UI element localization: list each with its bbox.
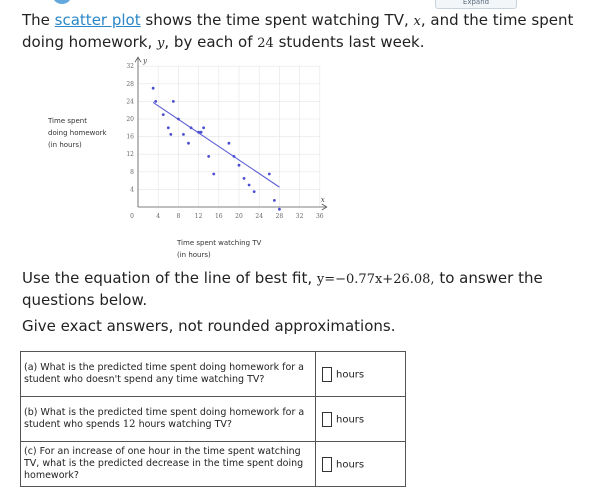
data-point	[190, 126, 193, 129]
x-tick-label: 8	[176, 213, 181, 220]
var-x: x	[413, 14, 421, 29]
questions-table	[20, 351, 406, 487]
y-tick-label: 20	[126, 116, 134, 123]
data-point	[243, 177, 246, 180]
y-tick-label: 24	[126, 98, 134, 106]
x-axis-title	[177, 237, 261, 261]
intro-text: shows the time spent watching TV,	[140, 11, 414, 29]
intro-text: The	[22, 11, 55, 29]
data-point	[154, 100, 157, 103]
scatter-plot-link[interactable]: scatter plot	[54, 11, 141, 29]
data-point	[268, 173, 271, 176]
exact-answers-note: Give exact answers, not rounded approximations.	[22, 317, 396, 335]
intro-text: , by each of	[164, 33, 258, 51]
data-point	[167, 126, 170, 129]
y-axis-var: y	[143, 57, 147, 66]
student-count: 24	[257, 36, 274, 51]
data-point	[182, 133, 185, 136]
data-point	[200, 131, 203, 134]
y-axis-title-line: (in hours)	[48, 141, 82, 149]
data-point	[278, 208, 281, 211]
question-text: (a) What is the predicted time spent doing homework for a student who doesn't spend any time watching TV?	[24, 362, 305, 385]
answer-a-input[interactable]	[322, 367, 332, 382]
x-tick-label: 36	[315, 213, 324, 220]
instructions	[22, 268, 607, 310]
data-point	[169, 133, 172, 136]
y-tick-label: 8	[130, 168, 134, 176]
scatter-plot	[110, 55, 325, 230]
question-row	[21, 397, 406, 442]
y-tick-label: 32	[126, 63, 134, 71]
best-fit-line	[153, 102, 279, 187]
question-number: 12	[122, 419, 136, 430]
question-a-answer	[316, 352, 406, 397]
var-y: y	[157, 36, 165, 51]
y-tick-label: 12	[126, 151, 134, 159]
x-tick-label: 24	[255, 213, 264, 220]
answer-b-input[interactable]	[322, 412, 332, 427]
x-tick-label: 4	[156, 213, 161, 220]
question-a-text	[21, 352, 316, 397]
data-point	[273, 199, 276, 202]
data-point	[202, 126, 205, 129]
x-axis-title-line: Time spent watching TV	[177, 239, 262, 247]
instructions-text: Use the equation of the line of best fit,	[22, 269, 317, 287]
x-tick-label: 20	[235, 213, 243, 220]
y-axis-title	[48, 115, 107, 151]
y-axis-title-line: Time spent	[48, 117, 87, 125]
unit-label: hours	[336, 369, 365, 380]
x-tick-label: 12	[194, 213, 203, 220]
question-b-text	[21, 397, 316, 442]
x-axis-var: x	[320, 196, 325, 204]
question-row	[21, 352, 406, 397]
data-point	[177, 118, 180, 121]
data-point	[207, 155, 210, 158]
instructions-text: to answer the questions below.	[22, 269, 543, 309]
data-point	[248, 184, 251, 187]
data-point	[253, 190, 256, 193]
data-point	[212, 173, 215, 176]
question-c-text	[21, 442, 316, 487]
intro-text: students last week.	[273, 33, 425, 51]
question-text: (c) For an increase of one hour in the time spent watching TV, what is the predicted decrease in the time spent doing homework?	[24, 446, 304, 481]
y-tick-label: 28	[126, 80, 134, 88]
y-tick-label: 4	[130, 186, 134, 194]
y-axis-title-line: doing homework	[48, 129, 107, 137]
x-axis-title-line: (in hours)	[177, 251, 211, 259]
question-c-answer	[316, 442, 406, 487]
question-b-answer	[316, 397, 406, 442]
unit-label: hours	[336, 414, 365, 425]
expand-button[interactable]: Expand	[435, 0, 517, 9]
origin-label: 0	[130, 213, 134, 220]
x-tick-label: 32	[295, 213, 304, 220]
data-point	[152, 87, 155, 90]
best-fit-equation: y=−0.77x+26.08,	[316, 272, 435, 287]
question-text: hours watching TV?	[135, 419, 232, 430]
data-point	[197, 131, 200, 134]
question-row	[21, 442, 406, 487]
unit-label: hours	[336, 459, 365, 470]
data-point	[172, 100, 175, 103]
data-point	[228, 142, 231, 145]
question-text: (b) What is the predicted time spent doing homework for a student who spends	[24, 407, 305, 430]
intro-text: , and the time spent doing homework,	[22, 11, 574, 51]
x-tick-label: 16	[214, 213, 223, 220]
problem-statement	[22, 10, 607, 54]
collapse-tab[interactable]	[52, 0, 72, 4]
x-tick-label: 28	[275, 213, 284, 220]
answer-c-input[interactable]	[322, 457, 332, 472]
data-point	[238, 164, 241, 167]
data-point	[233, 155, 236, 158]
y-tick-label: 16	[126, 133, 134, 141]
data-point	[187, 142, 190, 145]
data-point	[162, 113, 165, 116]
